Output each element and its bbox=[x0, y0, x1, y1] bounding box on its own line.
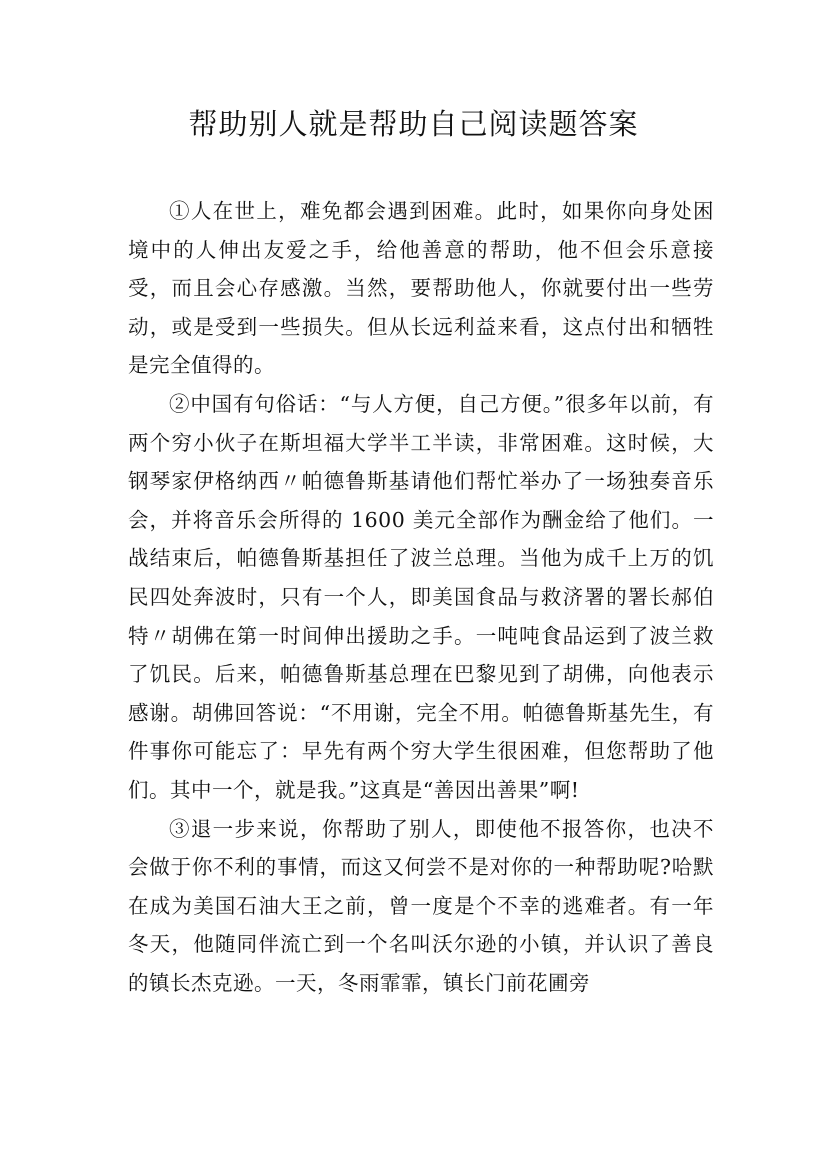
paragraph-1: ①人在世上，难免都会遇到困难。此时，如果你向身处困境中的人伸出友爱之手，给他善意的帮助，他不但会乐意接受，而且会心存感激。当然，要帮助他人，你就要付出一些劳动，或是受到一些损失。但从长远利益来看，这点付出和牺牲是完全值得的。 bbox=[128, 199, 714, 378]
document-body bbox=[128, 192, 714, 1002]
document-title: 帮助别人就是帮助自己阅读题答案 bbox=[188, 107, 639, 141]
paragraph-2: ②中国有句俗话：“与人方便，自己方便。”很多年以前，有两个穷小伙子在斯坦福大学半工半读，非常困难。这时候，大钢琴家伊格纳西〃帕德鲁斯基请他们帮忙举办了一场独奏音乐会，并将音乐会所得的 1600 美元全部作为酬金给了他们。一战结束后，帕德鲁斯基担任了波兰总理。当他为成千上万的饥民四处奔波时，只有一个人，即美国食品与救济署的署长郝伯特〃胡佛在第一时间伸出援助之手。一吨吨食品运到了波兰救了饥民。后来，帕德鲁斯基总理在巴黎见到了胡佛，向他表示感谢。胡佛回答说：“不用谢，完全不用。帕德鲁斯基先生，有件事你可能忘了：早先有两个穷大学生很困难，但您帮助了他们。其中一个，就是我。”这真是“善因出善果”啊! bbox=[128, 391, 714, 802]
paragraph-3: ③退一步来说，你帮助了别人，即使他不报答你，也决不会做于你不利的事情，而这又何尝不是对你的一种帮助呢?哈默在成为美国石油大王之前，曾一度是个不幸的逃难者。有一年冬天，他随同伴流亡到一个名叫沃尔逊的小镇，并认识了善良的镇长杰克逊。一天，冬雨霏霏，镇长门前花圃旁 bbox=[128, 816, 714, 995]
